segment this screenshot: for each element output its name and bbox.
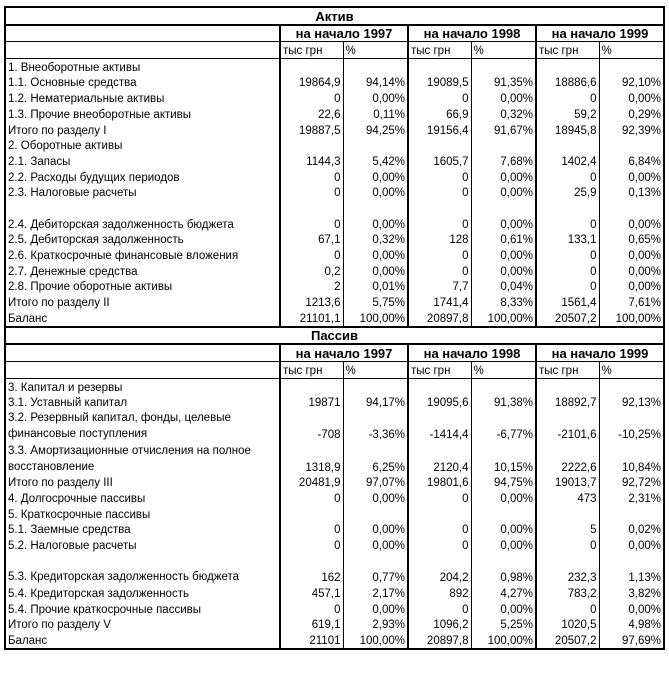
value-cell-thousands — [408, 506, 471, 522]
table-row — [5, 442, 664, 474]
value-cell-thousands: 162 — [280, 553, 343, 585]
value-cell-thousands — [280, 506, 343, 522]
year-header: на начало 1998 — [408, 25, 536, 42]
value-cell-thousands: 0 — [408, 263, 471, 279]
table-row — [5, 294, 664, 310]
year-header: на начало 1999 — [536, 25, 664, 42]
row-label: 5.3. Кредиторская задолженность бюджета — [5, 553, 280, 585]
table-row — [5, 490, 664, 506]
value-cell-percent: 0,77% — [343, 553, 408, 585]
row-label — [5, 200, 280, 216]
value-cell-percent: 2,93% — [343, 617, 408, 633]
value-cell-thousands: 0,2 — [280, 263, 343, 279]
value-cell-thousands — [536, 378, 599, 394]
value-cell-thousands: 67,1 — [280, 232, 343, 248]
value-cell-thousands — [536, 200, 599, 216]
value-cell-thousands: 1020,5 — [536, 617, 599, 633]
value-cell-thousands: 0 — [280, 185, 343, 201]
value-cell-thousands: 0 — [280, 247, 343, 263]
value-cell-thousands: 783,2 — [536, 585, 599, 601]
year-header: на начало 1997 — [280, 344, 408, 361]
row-label: Итого по разделу I — [5, 122, 280, 138]
value-cell-thousands: 0 — [408, 537, 471, 553]
value-cell-thousands: 19871 — [280, 395, 343, 411]
row-label: 2. Оборотные активы — [5, 138, 280, 154]
empty-header-cell — [5, 25, 280, 42]
value-cell-thousands — [280, 200, 343, 216]
row-label: 1. Внеоборотные активы — [5, 59, 280, 75]
value-cell-percent: 91,38% — [471, 395, 536, 411]
row-label: 2.1. Запасы — [5, 153, 280, 169]
value-cell-thousands: 0 — [280, 169, 343, 185]
passiv-section-title-row — [5, 327, 664, 345]
row-label: 1.2. Нематериальные активы — [5, 90, 280, 106]
aktiv-year-header-row — [5, 25, 664, 42]
row-label: 2.7. Денежные средства — [5, 263, 280, 279]
value-cell-percent — [471, 200, 536, 216]
value-cell-thousands: 0 — [408, 522, 471, 538]
row-label: 2.3. Налоговые расчеты — [5, 185, 280, 201]
value-cell-percent: 4,98% — [599, 617, 664, 633]
table-row — [5, 522, 664, 538]
value-cell-thousands: 0 — [408, 90, 471, 106]
table-row — [5, 169, 664, 185]
value-cell-percent — [599, 59, 664, 75]
unit-header-thousands: тыс грн — [408, 42, 471, 59]
row-label: 2.5. Дебиторская задолженность — [5, 232, 280, 248]
table-row — [5, 506, 664, 522]
table-row — [5, 75, 664, 91]
empty-header-cell — [5, 362, 280, 379]
row-label: 2.6. Краткосрочные финансовые вложения — [5, 247, 280, 263]
table-row — [5, 59, 664, 75]
value-cell-percent: 8,33% — [471, 294, 536, 310]
value-cell-percent: 10,84% — [599, 442, 664, 474]
value-cell-thousands: 20507,2 — [536, 310, 599, 327]
value-cell-percent: 100,00% — [343, 310, 408, 327]
value-cell-thousands: 0 — [536, 216, 599, 232]
value-cell-thousands: -1414,4 — [408, 410, 471, 442]
value-cell-thousands — [536, 138, 599, 154]
value-cell-thousands — [280, 138, 343, 154]
value-cell-thousands: -2101,6 — [536, 410, 599, 442]
value-cell-percent: 91,35% — [471, 75, 536, 91]
value-cell-thousands: 18945,8 — [536, 122, 599, 138]
value-cell-thousands: 25,9 — [536, 185, 599, 201]
value-cell-percent: 0,04% — [471, 279, 536, 295]
value-cell-thousands: 0 — [408, 490, 471, 506]
table-row — [5, 395, 664, 411]
unit-header-thousands: тыс грн — [280, 42, 343, 59]
value-cell-thousands: 619,1 — [280, 617, 343, 633]
value-cell-percent: 0,00% — [343, 247, 408, 263]
value-cell-percent: 6,84% — [599, 153, 664, 169]
value-cell-percent: 91,67% — [471, 122, 536, 138]
row-label: 5.4. Кредиторская задолженность — [5, 585, 280, 601]
value-cell-percent: -10,25% — [599, 410, 664, 442]
value-cell-thousands: 0 — [280, 537, 343, 553]
row-label: 5.1. Заемные средства — [5, 522, 280, 538]
value-cell-thousands: 0 — [536, 169, 599, 185]
value-cell-percent: 0,00% — [471, 169, 536, 185]
value-cell-percent — [343, 506, 408, 522]
value-cell-thousands: 1561,4 — [536, 294, 599, 310]
unit-header-percent: % — [343, 362, 408, 379]
value-cell-percent — [343, 59, 408, 75]
row-label: 4. Долгосрочные пассивы — [5, 490, 280, 506]
passiv-unit-header-row — [5, 362, 664, 379]
unit-header-thousands: тыс грн — [536, 362, 599, 379]
value-cell-percent: 0,65% — [599, 232, 664, 248]
table-row — [5, 122, 664, 138]
value-cell-thousands: 0 — [536, 537, 599, 553]
table-row — [5, 553, 664, 585]
value-cell-percent: 7,61% — [599, 294, 664, 310]
value-cell-percent — [343, 200, 408, 216]
value-cell-percent — [343, 378, 408, 394]
empty-header-cell — [5, 344, 280, 361]
value-cell-percent: 1,13% — [599, 553, 664, 585]
value-cell-percent — [599, 138, 664, 154]
row-label: 5. Краткосрочные пассивы — [5, 506, 280, 522]
unit-header-percent: % — [471, 42, 536, 59]
value-cell-thousands: 20507,2 — [536, 632, 599, 649]
value-cell-thousands: 18886,6 — [536, 75, 599, 91]
value-cell-percent: 100,00% — [343, 632, 408, 649]
value-cell-percent: 0,00% — [343, 537, 408, 553]
value-cell-percent: 0,00% — [471, 263, 536, 279]
value-cell-percent: 100,00% — [471, 632, 536, 649]
unit-header-percent: % — [343, 42, 408, 59]
value-cell-percent: 0,00% — [343, 263, 408, 279]
value-cell-percent: 0,02% — [599, 522, 664, 538]
unit-header-percent: % — [599, 362, 664, 379]
value-cell-percent: 0,00% — [599, 279, 664, 295]
value-cell-thousands: 1741,4 — [408, 294, 471, 310]
value-cell-thousands: 20897,8 — [408, 310, 471, 327]
value-cell-percent: 94,75% — [471, 475, 536, 491]
value-cell-percent: 94,25% — [343, 122, 408, 138]
value-cell-thousands: 0 — [536, 279, 599, 295]
value-cell-thousands: 18892,7 — [536, 395, 599, 411]
value-cell-thousands: 0 — [536, 90, 599, 106]
value-cell-percent: 0,00% — [471, 247, 536, 263]
value-cell-percent: 0,00% — [343, 90, 408, 106]
value-cell-percent: 0,00% — [599, 216, 664, 232]
table-row — [5, 617, 664, 633]
value-cell-percent: 0,00% — [343, 185, 408, 201]
value-cell-percent: 10,15% — [471, 442, 536, 474]
value-cell-thousands: 133,1 — [536, 232, 599, 248]
row-label: 5.4. Прочие краткосрочные пассивы — [5, 601, 280, 617]
value-cell-percent: 92,10% — [599, 75, 664, 91]
value-cell-thousands: 2222,6 — [536, 442, 599, 474]
table-row — [5, 153, 664, 169]
value-cell-percent — [471, 59, 536, 75]
value-cell-percent: 0,13% — [599, 185, 664, 201]
value-cell-percent: 0,00% — [471, 216, 536, 232]
value-cell-thousands: 19864,9 — [280, 75, 343, 91]
value-cell-percent: 3,82% — [599, 585, 664, 601]
value-cell-thousands — [280, 59, 343, 75]
value-cell-thousands: 21101 — [280, 632, 343, 649]
value-cell-thousands: 892 — [408, 585, 471, 601]
value-cell-thousands — [280, 378, 343, 394]
table-row — [5, 310, 664, 327]
value-cell-percent: 92,72% — [599, 475, 664, 491]
value-cell-thousands: 2 — [280, 279, 343, 295]
value-cell-thousands: 19156,4 — [408, 122, 471, 138]
row-label: 2.4. Дебиторская задолженность бюджета — [5, 216, 280, 232]
row-label: Баланс — [5, 310, 280, 327]
value-cell-thousands: 0 — [536, 247, 599, 263]
table-row — [5, 279, 664, 295]
row-label: 5.2. Налоговые расчеты — [5, 537, 280, 553]
value-cell-thousands: 0 — [536, 601, 599, 617]
aktiv-section-title: Актив — [5, 7, 664, 25]
value-cell-percent: 0,61% — [471, 232, 536, 248]
value-cell-thousands: 19095,6 — [408, 395, 471, 411]
value-cell-percent — [599, 378, 664, 394]
row-label: 2.2. Расходы будущих периодов — [5, 169, 280, 185]
value-cell-percent: 0,32% — [343, 232, 408, 248]
value-cell-percent: 0,00% — [471, 185, 536, 201]
value-cell-thousands: 0 — [408, 601, 471, 617]
value-cell-thousands: 1402,4 — [536, 153, 599, 169]
value-cell-thousands: 1605,7 — [408, 153, 471, 169]
row-label: Баланс — [5, 632, 280, 649]
row-label: 1.3. Прочие внеоборотные активы — [5, 106, 280, 122]
row-label: 2.8. Прочие оборотные активы — [5, 279, 280, 295]
value-cell-thousands: 19089,5 — [408, 75, 471, 91]
value-cell-thousands: 19801,6 — [408, 475, 471, 491]
value-cell-percent: -6,77% — [471, 410, 536, 442]
value-cell-percent: 0,00% — [343, 169, 408, 185]
value-cell-thousands: 21101,1 — [280, 310, 343, 327]
value-cell-percent: 0,01% — [343, 279, 408, 295]
value-cell-percent: 92,39% — [599, 122, 664, 138]
value-cell-percent: 0,98% — [471, 553, 536, 585]
value-cell-thousands: 1144,3 — [280, 153, 343, 169]
unit-header-thousands: тыс грн — [280, 362, 343, 379]
value-cell-thousands: 0 — [280, 90, 343, 106]
unit-header-percent: % — [471, 362, 536, 379]
value-cell-thousands: 0 — [536, 263, 599, 279]
value-cell-percent: 97,07% — [343, 475, 408, 491]
row-label: 1.1. Основные средства — [5, 75, 280, 91]
value-cell-percent: 0,32% — [471, 106, 536, 122]
value-cell-thousands: 0 — [408, 185, 471, 201]
value-cell-percent: -3,36% — [343, 410, 408, 442]
value-cell-percent: 0,00% — [343, 601, 408, 617]
table-row — [5, 185, 664, 201]
table-row — [5, 232, 664, 248]
value-cell-percent: 0,29% — [599, 106, 664, 122]
aktiv-unit-header-row — [5, 42, 664, 59]
value-cell-thousands: 1318,9 — [280, 442, 343, 474]
value-cell-thousands: 232,3 — [536, 553, 599, 585]
value-cell-thousands: -708 — [280, 410, 343, 442]
empty-header-cell — [5, 42, 280, 59]
value-cell-percent: 0,00% — [471, 490, 536, 506]
value-cell-thousands: 0 — [408, 216, 471, 232]
table-row — [5, 585, 664, 601]
value-cell-thousands: 204,2 — [408, 553, 471, 585]
value-cell-percent: 0,00% — [599, 263, 664, 279]
value-cell-thousands — [408, 59, 471, 75]
passiv-year-header-row — [5, 344, 664, 361]
year-header: на начало 1999 — [536, 344, 664, 361]
value-cell-thousands: 20481,9 — [280, 475, 343, 491]
value-cell-thousands: 0 — [280, 522, 343, 538]
row-label: Итого по разделу II — [5, 294, 280, 310]
table-row — [5, 200, 664, 216]
value-cell-percent — [471, 138, 536, 154]
value-cell-percent: 0,00% — [471, 601, 536, 617]
value-cell-thousands — [536, 59, 599, 75]
value-cell-thousands: 457,1 — [280, 585, 343, 601]
value-cell-thousands: 128 — [408, 232, 471, 248]
row-label: 3. Капитал и резервы — [5, 378, 280, 394]
value-cell-percent: 0,00% — [599, 247, 664, 263]
value-cell-thousands: 5 — [536, 522, 599, 538]
value-cell-percent: 0,00% — [599, 169, 664, 185]
value-cell-percent: 100,00% — [471, 310, 536, 327]
value-cell-thousands: 0 — [408, 169, 471, 185]
table-row — [5, 216, 664, 232]
value-cell-percent: 94,14% — [343, 75, 408, 91]
unit-header-thousands: тыс грн — [536, 42, 599, 59]
value-cell-percent: 4,27% — [471, 585, 536, 601]
row-label: 3.1. Уставный капитал — [5, 395, 280, 411]
value-cell-percent: 0,00% — [343, 490, 408, 506]
value-cell-thousands: 59,2 — [536, 106, 599, 122]
value-cell-percent: 5,42% — [343, 153, 408, 169]
value-cell-percent — [343, 138, 408, 154]
value-cell-thousands: 19887,5 — [280, 122, 343, 138]
row-label: Итого по разделу III — [5, 475, 280, 491]
value-cell-thousands: 1096,2 — [408, 617, 471, 633]
value-cell-thousands: 1213,6 — [280, 294, 343, 310]
value-cell-percent: 0,00% — [471, 522, 536, 538]
aktiv-section-title-row — [5, 7, 664, 25]
value-cell-percent — [599, 200, 664, 216]
value-cell-thousands — [408, 378, 471, 394]
table-row — [5, 537, 664, 553]
unit-header-thousands: тыс грн — [408, 362, 471, 379]
value-cell-percent: 5,75% — [343, 294, 408, 310]
value-cell-percent: 0,11% — [343, 106, 408, 122]
value-cell-thousands: 22,6 — [280, 106, 343, 122]
value-cell-percent: 0,00% — [343, 216, 408, 232]
unit-header-percent: % — [599, 42, 664, 59]
value-cell-percent: 0,00% — [599, 601, 664, 617]
value-cell-percent — [599, 506, 664, 522]
value-cell-thousands: 19013,7 — [536, 475, 599, 491]
value-cell-percent — [471, 378, 536, 394]
value-cell-thousands — [408, 138, 471, 154]
value-cell-thousands: 66,9 — [408, 106, 471, 122]
value-cell-percent: 2,31% — [599, 490, 664, 506]
table-body — [5, 7, 664, 649]
table-row — [5, 247, 664, 263]
value-cell-thousands — [536, 506, 599, 522]
value-cell-thousands: 0 — [280, 601, 343, 617]
value-cell-thousands: 0 — [280, 490, 343, 506]
value-cell-thousands: 7,7 — [408, 279, 471, 295]
value-cell-percent: 94,17% — [343, 395, 408, 411]
value-cell-percent: 97,69% — [599, 632, 664, 649]
table-row — [5, 601, 664, 617]
value-cell-percent: 0,00% — [471, 537, 536, 553]
row-label: 3.2. Резервный капитал, фонды, целевые финансовые поступления — [5, 410, 280, 442]
row-label: 3.3. Амортизационные отчисления на полное восстановление — [5, 442, 280, 474]
table-row — [5, 138, 664, 154]
value-cell-percent: 0,00% — [599, 537, 664, 553]
year-header: на начало 1997 — [280, 25, 408, 42]
value-cell-percent: 7,68% — [471, 153, 536, 169]
table-row — [5, 263, 664, 279]
value-cell-thousands: 2120,4 — [408, 442, 471, 474]
value-cell-percent — [471, 506, 536, 522]
table-row — [5, 410, 664, 442]
passiv-section-title: Пассив — [5, 327, 664, 345]
table-row — [5, 90, 664, 106]
row-label: Итого по разделу V — [5, 617, 280, 633]
value-cell-thousands: 473 — [536, 490, 599, 506]
value-cell-percent: 6,25% — [343, 442, 408, 474]
value-cell-percent: 0,00% — [471, 90, 536, 106]
table-row — [5, 632, 664, 649]
value-cell-thousands: 20897,8 — [408, 632, 471, 649]
table-row — [5, 106, 664, 122]
table-row — [5, 378, 664, 394]
value-cell-percent: 2,17% — [343, 585, 408, 601]
value-cell-percent: 5,25% — [471, 617, 536, 633]
balance-sheet-table — [4, 6, 665, 650]
value-cell-thousands: 0 — [280, 216, 343, 232]
value-cell-percent: 0,00% — [599, 90, 664, 106]
table-row — [5, 475, 664, 491]
value-cell-thousands — [408, 200, 471, 216]
value-cell-percent: 0,00% — [343, 522, 408, 538]
value-cell-thousands: 0 — [408, 247, 471, 263]
value-cell-percent: 92,13% — [599, 395, 664, 411]
year-header: на начало 1998 — [408, 344, 536, 361]
value-cell-percent: 100,00% — [599, 310, 664, 327]
